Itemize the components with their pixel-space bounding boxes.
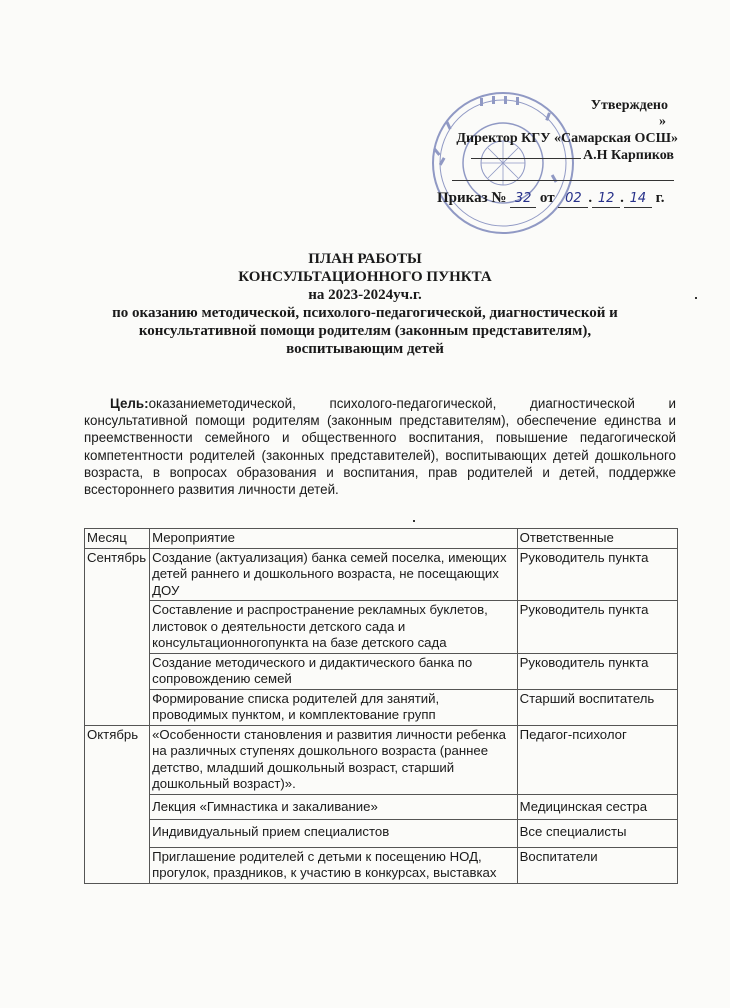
title-line-6: воспитывающим детей bbox=[286, 341, 444, 357]
month-cell: Октябрь bbox=[85, 725, 150, 883]
event-cell: Создание (актуализация) банка семей поселка, имеющих детей раннего и дошкольного возраста, не посещающих ДОУ bbox=[150, 548, 518, 601]
header-month: Месяц bbox=[85, 529, 150, 549]
event-cell: Формирование списка родителей для занятий, проводимых пунктом, и комплектование групп bbox=[150, 689, 518, 725]
table-row bbox=[85, 820, 678, 848]
goal-paragraph bbox=[84, 395, 676, 498]
responsible-cell: Руководитель пункта bbox=[517, 601, 677, 654]
table-header-row bbox=[85, 529, 678, 549]
event-cell: «Особенности становления и развития личности ребенка на различных ступенях дошкольного возраста (раннее детство, младший дошкольный возраст, старший дошкольный возраст)». bbox=[150, 725, 518, 794]
order-number: 32 bbox=[510, 190, 536, 208]
responsible-cell: Старший воспитатель bbox=[517, 689, 677, 725]
title-line-4: по оказанию методической, психолого-педагогической, диагностической и bbox=[112, 305, 618, 321]
event-cell: Создание методического и дидактического банка по сопровождению семей bbox=[150, 653, 518, 689]
title-line-2: КОНСУЛЬТАЦИОННОГО ПУНКТА bbox=[238, 269, 492, 285]
director-title: Директор КГУ «Самарская ОСШ» bbox=[456, 131, 678, 146]
order-month: 12 bbox=[592, 190, 620, 208]
responsible-cell: Воспитатели bbox=[517, 847, 677, 883]
event-cell: Лекция «Гимнастика и закаливание» bbox=[150, 794, 518, 820]
director-name-text: А.Н Карпиков bbox=[583, 148, 674, 163]
order-line: Приказ № 32 от 02 . 12 . 14 г. bbox=[437, 190, 665, 206]
approval-rule bbox=[452, 180, 674, 181]
responsible-cell: Все специалисты bbox=[517, 820, 677, 848]
table-row bbox=[85, 601, 678, 654]
header-responsible: Ответственные bbox=[517, 529, 677, 549]
table-row bbox=[85, 689, 678, 725]
order-year: 14 bbox=[624, 190, 652, 208]
event-cell: Индивидуальный прием специалистов bbox=[150, 820, 518, 848]
month-cell: Сентябрь bbox=[85, 548, 150, 725]
approved-label: Утверждено bbox=[590, 98, 668, 113]
scan-speck bbox=[695, 297, 697, 299]
event-cell: Приглашение родителей с детьми к посещению НОД, прогулок, праздников, к участию в конкурсах, выставках bbox=[150, 847, 518, 883]
quote-mark: » bbox=[659, 114, 666, 129]
order-from: от bbox=[539, 190, 555, 206]
plan-table bbox=[84, 528, 678, 884]
responsible-cell: Руководитель пункта bbox=[517, 548, 677, 601]
table-row bbox=[85, 548, 678, 601]
event-cell: Составление и распространение рекламных буклетов, листовок о деятельности детского сада и консультационногопункта на базе детского сада bbox=[150, 601, 518, 654]
signature-line bbox=[471, 158, 581, 159]
title-line-1: ПЛАН РАБОТЫ bbox=[308, 251, 422, 267]
responsible-cell: Педагог-психолог bbox=[517, 725, 677, 794]
table-row bbox=[85, 653, 678, 689]
table-row bbox=[85, 794, 678, 820]
responsible-cell: Руководитель пункта bbox=[517, 653, 677, 689]
scan-speck bbox=[413, 520, 415, 522]
table-row bbox=[85, 725, 678, 794]
goal-label: Цель: bbox=[110, 396, 149, 411]
order-suffix: г. bbox=[655, 190, 665, 206]
title-line-5: консультативной помощи родителям (законным представителям), bbox=[138, 323, 592, 339]
responsible-cell: Медицинская сестра bbox=[517, 794, 677, 820]
table-row bbox=[85, 847, 678, 883]
header-event: Мероприятие bbox=[150, 529, 518, 549]
director-name bbox=[471, 148, 674, 164]
order-day: 02 bbox=[558, 190, 588, 208]
order-prefix: Приказ № bbox=[437, 190, 507, 206]
approved-heading bbox=[591, 98, 668, 130]
goal-text: оказаниеметодической, психолого-педагогической, диагностической и консультативной помощи родителям (законным представителям), обеспечение единства и преемственности семейного и общественного воспитания, повышение педагогической компетентности родителей (законных представителей), воспитывающих детей дошкольного возраста, в вопросах образования и воспитания, прав родителей и детей, поддержке всестороннего развития личности детей. bbox=[84, 396, 676, 498]
document-title bbox=[40, 250, 690, 358]
title-line-3: на 2023-2024уч.г. bbox=[308, 287, 422, 303]
